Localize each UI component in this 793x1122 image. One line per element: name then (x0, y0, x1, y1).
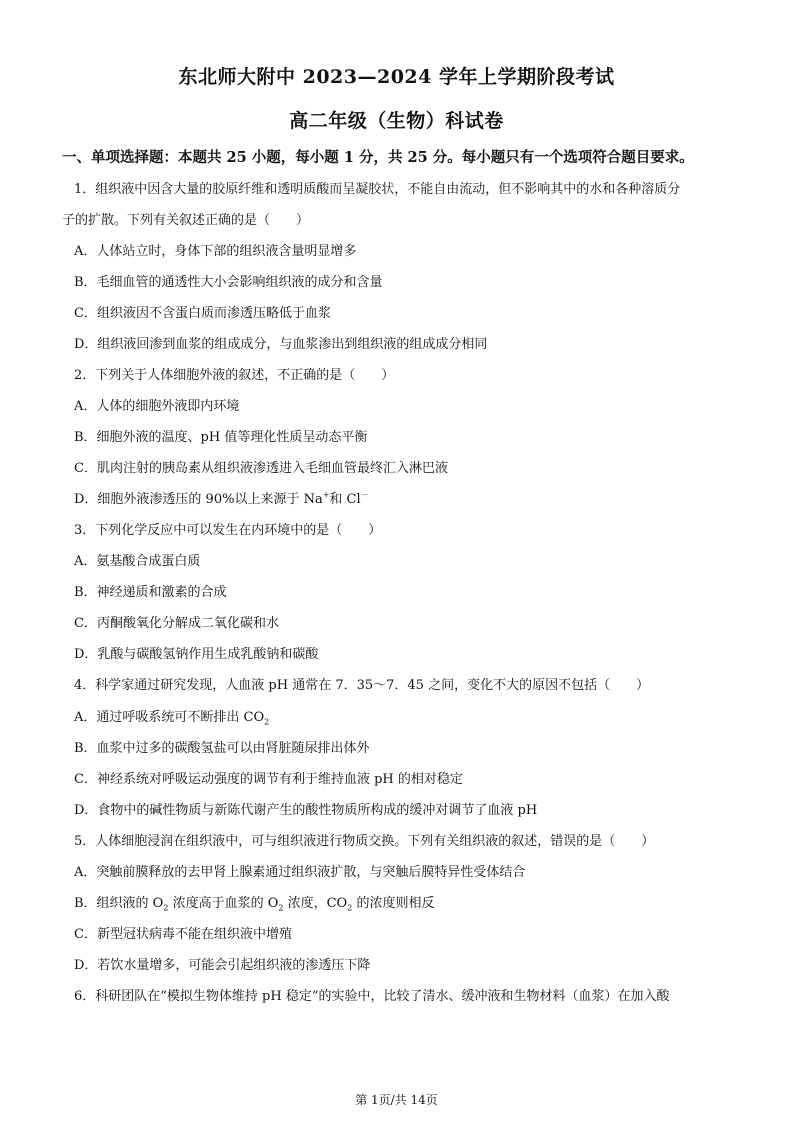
q4-a-sub: 2 (264, 717, 270, 727)
q2-d-text2: 和 Cl (329, 492, 361, 507)
q2-option-b: B．细胞外液的温度、pH 值等理化性质呈动态平衡 (74, 430, 368, 445)
q5-option-a: A．突触前膜释放的去甲肾上腺素通过组织液扩散，与突触后膜特异性受体结合 (74, 865, 526, 880)
q1-option-c: C．组织液因不含蛋白质而渗透压略低于血浆 (74, 306, 331, 321)
q4-a-text: A．通过呼吸系统可不断排出 CO (74, 710, 265, 725)
q1-option-b: B．毛细血管的通透性大小会影响组织液的成分和含量 (74, 275, 383, 290)
q2-d-sup2: － (360, 490, 369, 500)
exam-subtitle: 高二年级（生物）科试卷 (289, 110, 504, 132)
q3-option-a: A．氨基酸合成蛋白质 (74, 554, 201, 569)
q4-option-c: C．神经系统对呼吸运动强度的调节有利于维持血液 pH 的相对稳定 (74, 772, 463, 787)
section-heading: 一、单项选择题：本题共 25 小题，每小题 1 分，共 25 分。每小题只有一个选项符合题目要求。 (62, 149, 694, 166)
q2-d-text1: D．细胞外液渗透压的 90%以上来源于 Na (74, 492, 323, 507)
q3-option-b: B．神经递质和激素的合成 (74, 585, 227, 600)
q1-stem-line2: 子的扩散。下列有关叙述正确的是（ ） (62, 213, 310, 228)
page-footer: 第 1页/共 14页 (355, 1093, 438, 1107)
q1-stem-line1: 1．组织液中因含大量的胶原纤维和透明质酸而呈凝胶状，不能自由流动，但不影响其中的水和各种溶质分 (74, 182, 681, 197)
exam-title: 东北师大附中 2023—2024 学年上学期阶段考试 (178, 66, 615, 88)
q4-option-a (74, 706, 269, 725)
q5-option-c: C．新型冠状病毒不能在组织液中增殖 (74, 927, 292, 942)
q2-option-d (74, 488, 369, 507)
q5-b-sub1: 2 (163, 903, 169, 913)
q5-b-text2: 浓度高于血浆的 O (168, 896, 279, 911)
q5-b-text3: 浓度，CO (283, 896, 348, 911)
q5-stem: 5．人体细胞浸润在组织液中，可与组织液进行物质交换。下列有关组织液的叙述，错误的是（ ） (74, 834, 655, 849)
q2-stem: 2．下列关于人体细胞外液的叙述，不正确的是（ ） (74, 368, 395, 383)
q2-d-sup1: + (322, 490, 330, 500)
q6-stem: 6．科研团队在“模拟生物体维持 pH 稳定”的实验中，比较了清水、缓冲液和生物材料（血浆）在加入酸 (74, 989, 670, 1004)
q4-stem: 4．科学家通过研究发现，人血液 pH 通常在 7．35～7．45 之间，变化不大的原因不包括（ ） (74, 678, 650, 693)
q3-stem: 3．下列化学反应中可以发生在内环境中的是（ ） (74, 523, 382, 538)
q4-option-b: B．血浆中过多的碳酸氢盐可以由肾脏随尿排出体外 (74, 741, 370, 756)
q5-b-sub3: 2 (347, 903, 353, 913)
q2-option-a: A．人体的细胞外液即内环境 (74, 399, 240, 414)
q1-option-a: A．人体站立时，身体下部的组织液含量明显增多 (74, 244, 357, 259)
q4-option-d: D．食物中的碱性物质与新陈代谢产生的酸性物质所构成的缓冲对调节了血液 pH (74, 803, 538, 818)
q5-b-text4: 的浓度则相反 (352, 896, 435, 911)
q3-option-c: C．丙酮酸氧化分解成二氧化碳和水 (74, 616, 279, 631)
q5-b-text1: B．组织液的 O (74, 896, 164, 911)
q2-option-c: C．肌肉注射的胰岛素从组织液渗透进入毛细血管最终汇入淋巴液 (74, 461, 448, 476)
q3-option-d: D．乳酸与碳酸氢钠作用生成乳酸钠和碳酸 (74, 647, 319, 662)
q1-option-d: D．组织液回渗到血浆的组成成分，与血浆渗出到组织液的组成成分相同 (74, 337, 488, 352)
q5-option-b (74, 892, 434, 911)
q5-option-d: D．若饮水量增多，可能会引起组织液的渗透压下降 (74, 958, 371, 973)
q5-b-sub2: 2 (278, 903, 284, 913)
